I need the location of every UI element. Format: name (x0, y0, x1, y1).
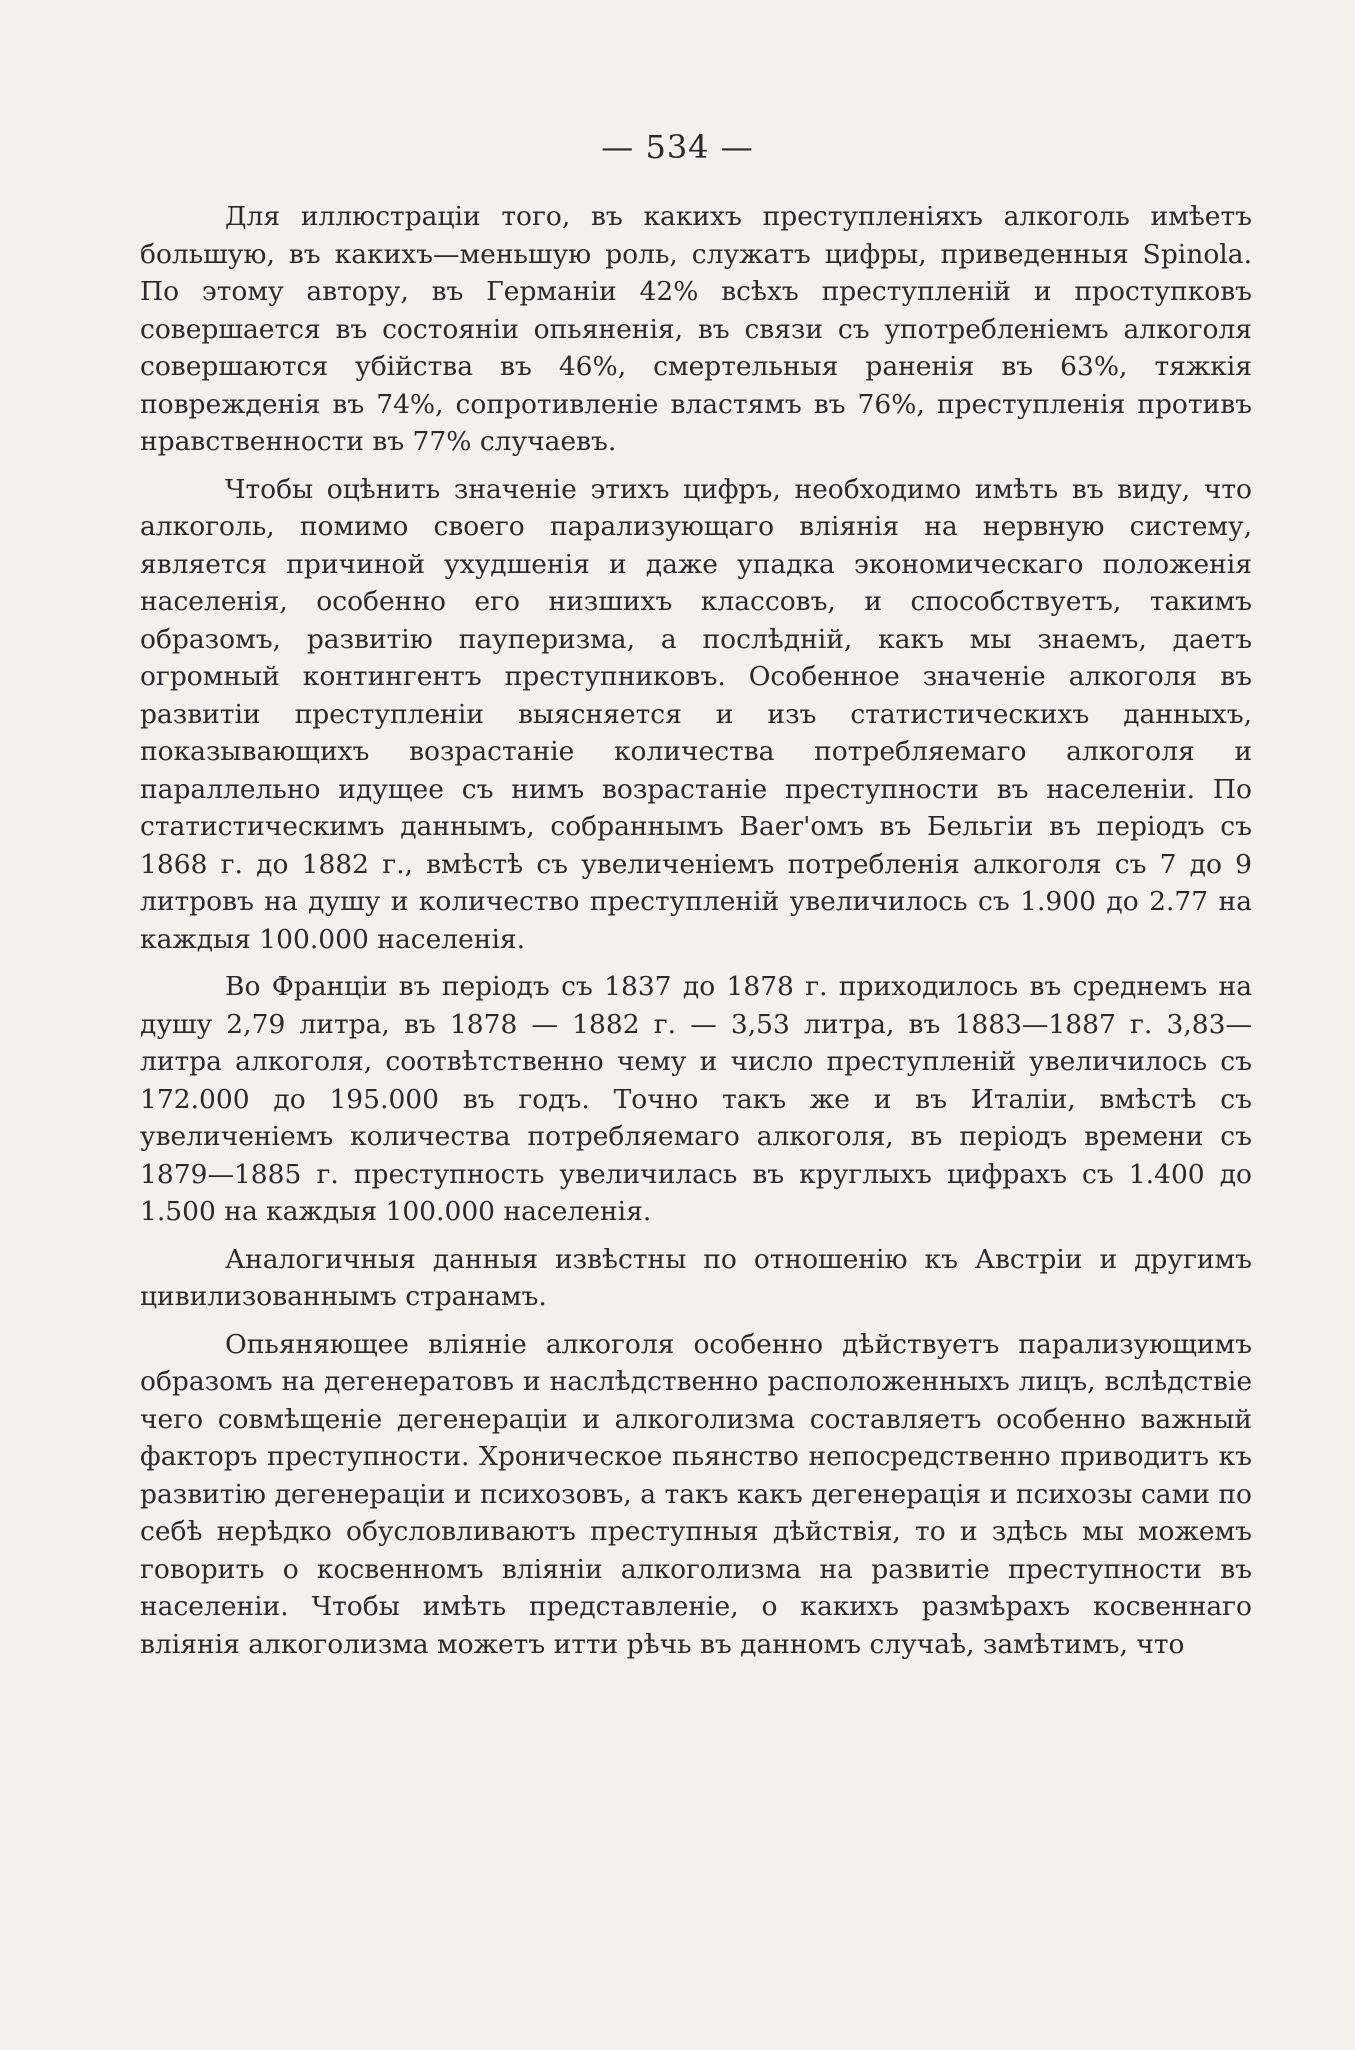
paragraph-2: Чтобы оцѣнить значеніе этихъ цифръ, необходимо имѣть въ виду, что алкоголь, помимо своего парализующаго вліянія на нервную систему, является причиной ухудшенія и даже упадка экономическаго положенія населенія, особенно его низшихъ классовъ, и способствуетъ, такимъ образомъ, развитію пауперизма, а послѣдній, какъ мы знаемъ, даетъ огромный контингентъ преступниковъ. Особенное значеніе алкоголя въ развитіи преступленіи выясняется и изъ статистическихъ данныхъ, показывающихъ возрастаніе количества потребляемаго алкоголя и параллельно идущее съ нимъ возрастаніе преступности въ населеніи. По статистическимъ даннымъ, собраннымъ Baer'омъ въ Бельгіи въ періодъ съ 1868 г. до 1882 г., вмѣстѣ съ увеличеніемъ потребленія алкоголя съ 7 до 9 литровъ на душу и количество преступленій увеличилось съ 1.900 до 2.77 на каждыя 100.000 населенія. (140, 473, 1252, 955)
paragraph-3: Во Франціи въ періодъ съ 1837 до 1878 г. приходилось въ среднемъ на душу 2,79 литра, въ 1878 — 1882 г. — 3,53 литра, въ 1883—1887 г. 3,83—литра алкоголя, соотвѣтственно чему и число преступленій увеличилось съ 172.000 до 195.000 въ годъ. Точно такъ же и въ Италіи, вмѣстѣ съ увеличеніемъ количества потребляемаго алкоголя, въ періодъ времени съ 1879—1885 г. преступность увеличилась въ круглыхъ цифрахъ съ 1.400 до 1.500 на каждыя 100.000 населенія. (140, 971, 1252, 1227)
paragraph-1: Для иллюстраціи того, въ какихъ преступленіяхъ алкоголь имѣетъ большую, въ какихъ—меньшую роль, служатъ цифры, приведенныя Spinola. По этому автору, въ Германіи 42% всѣхъ преступленій и проступковъ совершается въ состояніи опьяненія, въ связи съ употребленіемъ алкоголя совершаются убійства въ 46%, смертельныя раненія въ 63%, тяжкія поврежденія въ 74%, сопротивленіе властямъ въ 76%, преступленія противъ нравственности въ 77% случаевъ. (140, 201, 1252, 457)
paragraph-4: Аналогичныя данныя извѣстны по отношенію къ Австріи и другимъ цивилизованнымъ странамъ. (140, 1243, 1252, 1312)
page-number: — 534 — (601, 128, 754, 166)
paragraph-5: Опьяняющее вліяніе алкоголя особенно дѣйствуетъ парализующимъ образомъ на дегенератовъ и наслѣдственно расположенныхъ лицъ, вслѣдствіе чего совмѣщеніе дегенераціи и алкоголизма составляетъ особенно важный факторъ преступности. Хроническое пьянство непосредственно приводитъ къ развитію дегенераціи и психозовъ, а такъ какъ дегенерація и психозы сами по себѣ нерѣдко обусловливаютъ преступныя дѣйствія, то и здѣсь мы можемъ говорить о косвенномъ вліяніи алкоголизма на развитіе преступности въ населеніи. Чтобы имѣть представленіе, о какихъ размѣрахъ косвеннаго вліянія алкоголизма можетъ итти рѣчь въ данномъ случаѣ, замѣтимъ, что (140, 1328, 1252, 1660)
text-body (140, 198, 1252, 1673)
